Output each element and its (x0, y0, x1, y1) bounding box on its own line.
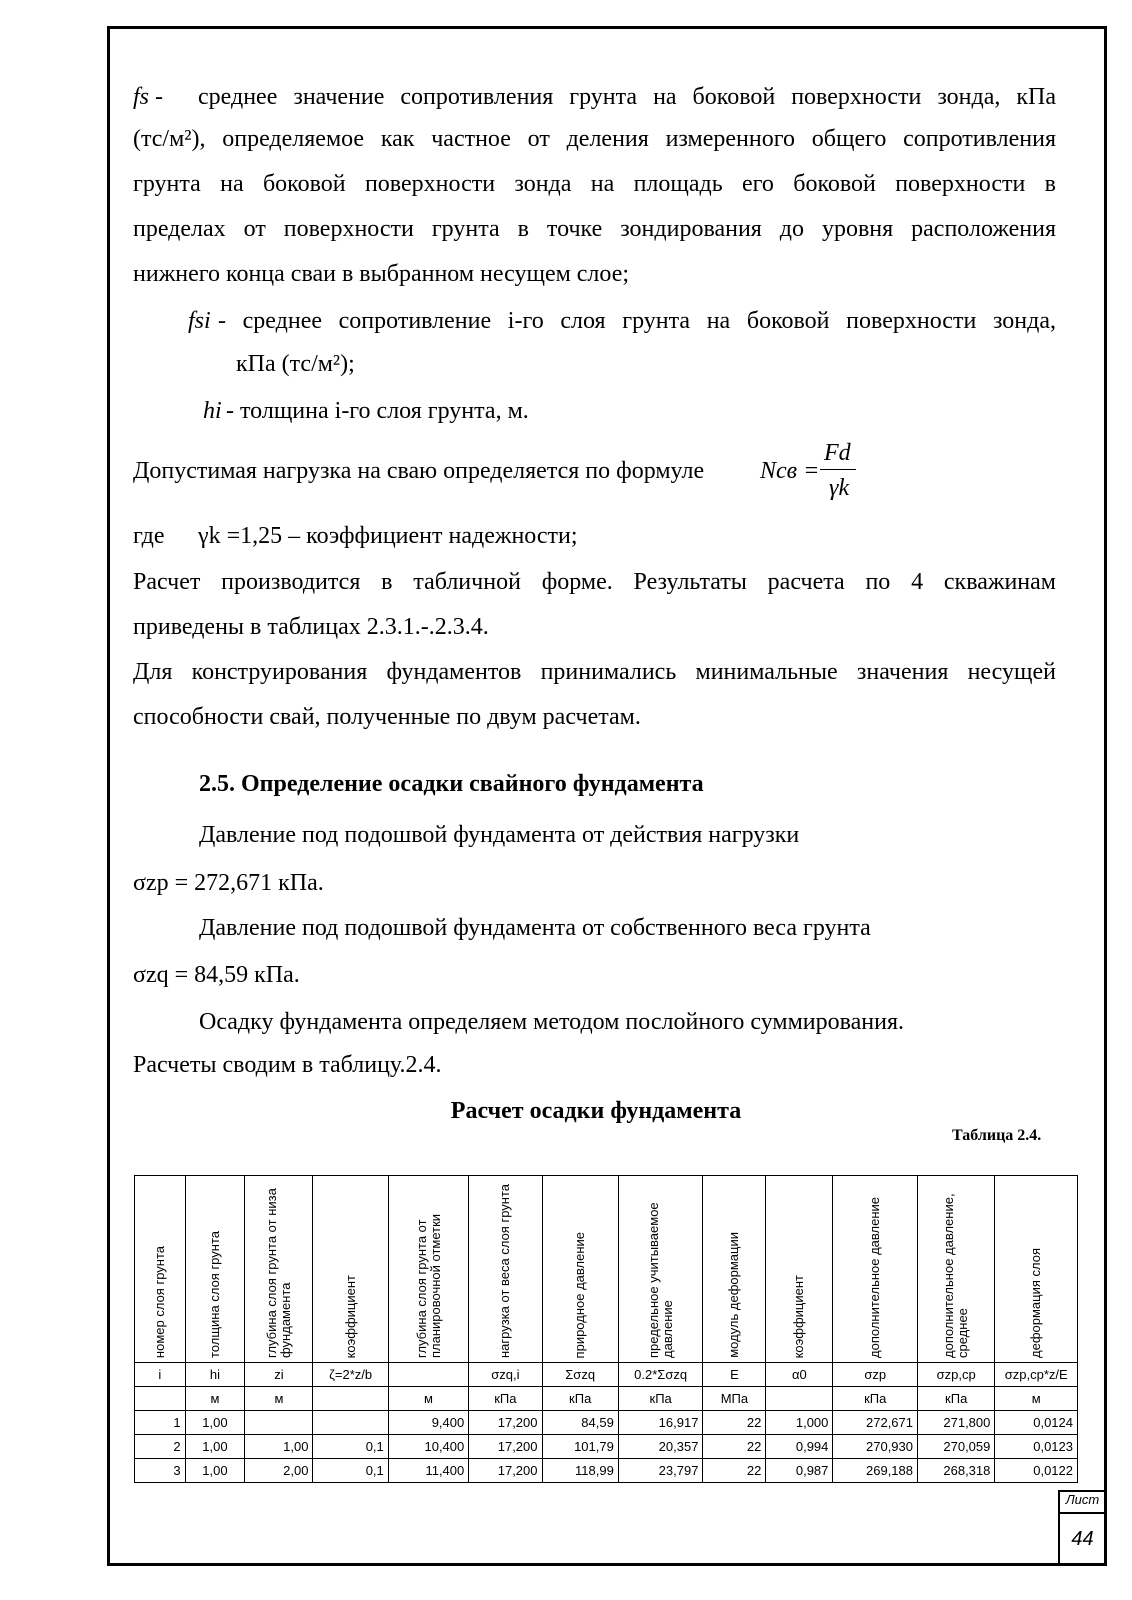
table-cell: 22 (703, 1435, 766, 1459)
header-label: природное давление (572, 1231, 588, 1358)
header-label: модуль деформации (726, 1232, 742, 1358)
unit-cell (313, 1387, 388, 1411)
table-cell: 270,930 (833, 1435, 918, 1459)
section-p3: Осадку фундамента определяем методом послойного суммирования. (199, 1009, 905, 1035)
header-label: дополнительное давление (867, 1197, 883, 1358)
header-cell (135, 1176, 186, 1363)
header-label: нагрузка от веса слоя грунта (497, 1183, 513, 1358)
table-cell: 0,994 (766, 1435, 833, 1459)
table-cell: 1,00 (185, 1411, 245, 1435)
header-cell (245, 1176, 313, 1363)
symbol-cell: σzp,cp*z/E (995, 1363, 1078, 1387)
table-cell: 3 (135, 1459, 186, 1483)
table-row (135, 1435, 1078, 1459)
table-cell: 268,318 (918, 1459, 995, 1483)
header-cell (703, 1176, 766, 1363)
fsi-line-2: кПа (тс/м²); (236, 351, 355, 377)
unit-cell: м (185, 1387, 245, 1411)
table-cell: 1,00 (245, 1435, 313, 1459)
unit-cell: кПа (918, 1387, 995, 1411)
table-cell: 270,059 (918, 1435, 995, 1459)
table-cell: 269,188 (833, 1459, 918, 1483)
table-cell: 22 (703, 1411, 766, 1435)
section-heading: 2.5. Определение осадки свайного фундамента (199, 771, 704, 797)
fs-line-3: грунта на боковой поверхности зонда на площадь его боковой поверхности в (133, 171, 1056, 197)
unit-cell: м (245, 1387, 313, 1411)
header-cell (542, 1176, 618, 1363)
symbol-cell: zi (245, 1363, 313, 1387)
section-p1: Давление под подошвой фундамента от действия нагрузки (199, 822, 800, 848)
table-header-row (135, 1176, 1078, 1363)
table-cell: 0,1 (313, 1459, 388, 1483)
settlement-table (134, 1175, 1078, 1483)
table-cell: 16,917 (618, 1411, 703, 1435)
header-cell (313, 1176, 388, 1363)
table-cell: 17,200 (469, 1435, 542, 1459)
table-title: Расчет осадки фундамента (450, 1098, 742, 1124)
calc-line-2: приведены в таблицах 2.3.1.-.2.3.4. (133, 614, 489, 640)
sigma-zp-value: σzp = 272,671 кПа. (133, 870, 324, 896)
fs-line-2: (тс/м²), определяемое как частное от деления измеренного общего сопротивления (133, 126, 1056, 152)
sheet-separator (1058, 1512, 1107, 1514)
gamma-text: γk =1,25 – коэффициент надежности; (198, 523, 578, 549)
formula-numerator: Fd (824, 440, 851, 466)
unit-cell: м (388, 1387, 468, 1411)
unit-cell: кПа (618, 1387, 703, 1411)
table-cell: 2,00 (245, 1459, 313, 1483)
table-cell: 11,400 (388, 1459, 468, 1483)
header-cell (618, 1176, 703, 1363)
sheet-label: Лист (1065, 1492, 1100, 1507)
where-word: где (133, 523, 165, 549)
design-line-1: Для конструирования фундаментов принимались минимальные значения несущей (133, 659, 1056, 685)
table-number: Таблица 2.4. (952, 1127, 1042, 1144)
formula-denominator: γk (829, 475, 850, 501)
symbol-cell: ζ=2*z/b (313, 1363, 388, 1387)
table-body (135, 1411, 1078, 1483)
unit-cell: м (995, 1387, 1078, 1411)
table-cell: 271,800 (918, 1411, 995, 1435)
table-cell: 0,0123 (995, 1435, 1078, 1459)
table-cell: 84,59 (542, 1411, 618, 1435)
header-label: глубина слоя грунта от планировочной отметки (413, 1213, 443, 1358)
table-cell: 0,0124 (995, 1411, 1078, 1435)
unit-cell: кПа (469, 1387, 542, 1411)
sigma-zq-value: σzq = 84,59 кПа. (133, 962, 300, 988)
header-cell (185, 1176, 245, 1363)
header-cell (995, 1176, 1078, 1363)
symbol-cell: Σσzq (542, 1363, 618, 1387)
table-cell (313, 1411, 388, 1435)
header-cell (766, 1176, 833, 1363)
symbol-cell: σzp (833, 1363, 918, 1387)
section-p2: Давление под подошвой фундамента от собственного веса грунта (199, 915, 871, 941)
table-cell: 0,987 (766, 1459, 833, 1483)
formula-fraction-bar (820, 469, 856, 470)
table-cell: 272,671 (833, 1411, 918, 1435)
fs-line-5: нижнего конца сваи в выбранном несущем слое; (133, 261, 630, 287)
table-cell: 23,797 (618, 1459, 703, 1483)
sheet-page-number: 44 (1071, 1528, 1094, 1550)
symbol-cell: σzp,cp (918, 1363, 995, 1387)
table-cell: 118,99 (542, 1459, 618, 1483)
fs-dash: - (155, 84, 164, 110)
table-cell (245, 1411, 313, 1435)
table-unit-row (135, 1387, 1078, 1411)
table-cell: 17,200 (469, 1459, 542, 1483)
fs-symbol: fs (133, 84, 150, 110)
fs-line-4: пределах от поверхности грунта в точке зондирования до уровня расположения (133, 216, 1056, 242)
unit-cell (766, 1387, 833, 1411)
table-cell: 1,00 (185, 1435, 245, 1459)
fs-symbol-line (133, 82, 163, 112)
fs-line-1: среднее значение сопротивления грунта на боковой поверхности зонда, кПа (198, 84, 1056, 110)
table-cell: 22 (703, 1459, 766, 1483)
header-label: деформация слоя (1028, 1248, 1044, 1358)
unit-cell: кПа (542, 1387, 618, 1411)
header-label: коэффициент (791, 1274, 807, 1358)
header-cell (469, 1176, 542, 1363)
calc-line-1: Расчет производится в табличной форме. Результаты расчета по 4 скважинам (133, 569, 1056, 595)
header-label: коэффициент (342, 1274, 358, 1358)
design-line-2: способности свай, полученные по двум расчетам. (133, 704, 641, 730)
symbol-cell: σzq,i (469, 1363, 542, 1387)
table-cell: 1 (135, 1411, 186, 1435)
hi-text: - толщина i-го слоя грунта, м. (226, 398, 529, 424)
fsi-line-1: - среднее сопротивление i-го слоя грунта на боковой поверхности зонда, (218, 308, 1056, 334)
header-label: номер слоя грунта (151, 1245, 167, 1358)
symbol-cell: hi (185, 1363, 245, 1387)
symbol-cell: E (703, 1363, 766, 1387)
unit-cell: МПа (703, 1387, 766, 1411)
table-symbol-row (135, 1363, 1078, 1387)
table-cell: 10,400 (388, 1435, 468, 1459)
header-cell (388, 1176, 468, 1363)
table-cell: 1,000 (766, 1411, 833, 1435)
table-cell: 9,400 (388, 1411, 468, 1435)
table-cell: 0,0122 (995, 1459, 1078, 1483)
allowable-load-text: Допустимая нагрузка на сваю определяется по формуле (133, 458, 705, 484)
table-cell: 17,200 (469, 1411, 542, 1435)
header-label: дополнительное давление, среднее (941, 1193, 971, 1358)
table-row (135, 1411, 1078, 1435)
symbol-cell: 0.2*Σσzq (618, 1363, 703, 1387)
header-label: предельное учитываемое давление (645, 1202, 675, 1358)
table-cell: 0,1 (313, 1435, 388, 1459)
unit-cell: кПа (833, 1387, 918, 1411)
formula-lhs: Nсв = (760, 458, 820, 484)
symbol-cell: α0 (766, 1363, 833, 1387)
symbol-cell: i (135, 1363, 186, 1387)
fsi-symbol: fsi (188, 308, 211, 334)
header-cell (833, 1176, 918, 1363)
header-label: толщина слоя грунта (206, 1231, 222, 1358)
table-cell: 101,79 (542, 1435, 618, 1459)
table-cell: 2 (135, 1435, 186, 1459)
unit-cell (135, 1387, 186, 1411)
table-cell: 20,357 (618, 1435, 703, 1459)
header-label: глубина слоя грунта от низа фундамента (263, 1188, 293, 1358)
table-row (135, 1459, 1078, 1483)
symbol-cell (388, 1363, 468, 1387)
table-cell: 1,00 (185, 1459, 245, 1483)
section-p4: Расчеты сводим в таблицу.2.4. (133, 1052, 442, 1078)
hi-symbol: hi (203, 398, 222, 424)
header-cell (918, 1176, 995, 1363)
